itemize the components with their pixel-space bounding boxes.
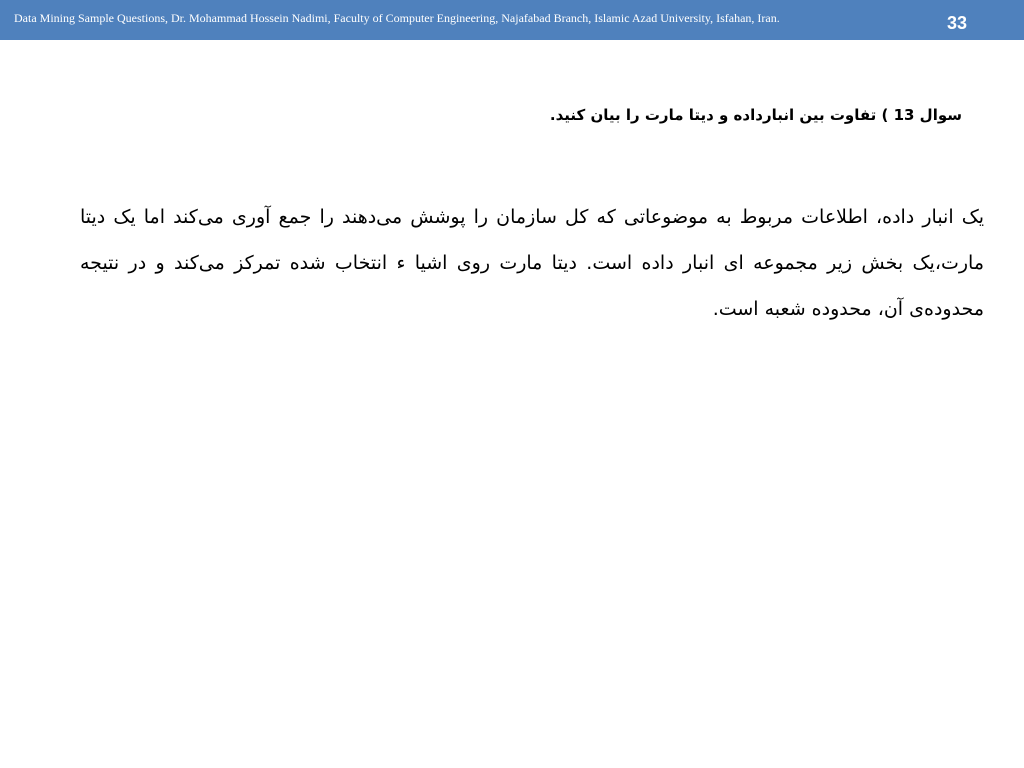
question-heading: سوال 13 ) تفاوت بین انبارداده و دیتا مارت را بیان کنید. [549,106,962,124]
slide-header-bar [0,0,1024,40]
slide-footer-title: Data Mining Sample Questions, Dr. Mohammad Hossein Nadimi, Faculty of Computer Engineering, Najafabad Branch, Islamic Azad University, Isfahan, Iran. [14,11,780,25]
slide-number: 33 [946,13,968,33]
answer-paragraph: یک انبار داده، اطلاعات مربوط به موضوعاتی که کل سازمان را پوشش می‌دهند را جمع آوری می‌کند اما یک دیتا مارت،یک بخش زیر مجموعه ای انبار داده است. دیتا مارت روی اشیا ء انتخاب شده تمرکز می‌کند و در نتیجه محدوده‌ی آن، محدوده شعبه است. [80,206,984,320]
